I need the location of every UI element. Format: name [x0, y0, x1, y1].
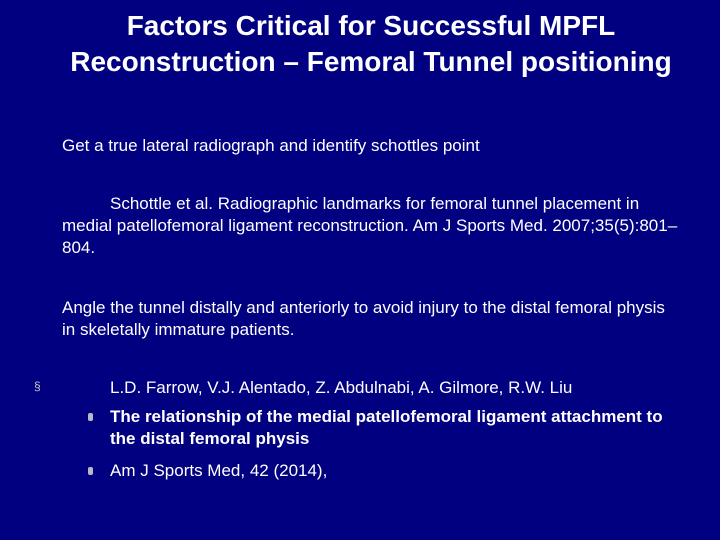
point-angle-tunnel: Angle the tunnel distally and anteriorly to avoid injury to the distal femoral physis in skeletally immature patients.	[62, 298, 665, 339]
bullet-dot-icon	[88, 413, 93, 421]
point-true-lateral-radiograph: Get a true lateral radiograph and identify schottles point	[62, 136, 480, 155]
reference-farrow-title: The relationship of the medial patellofemoral ligament attachment to the distal femoral physis	[110, 407, 663, 448]
reference-schottle: Schottle et al. Radiographic landmarks for femoral tunnel placement in medial patellofemoral ligament reconstruction. Am J Sports Med. 2007;35(5):801–804.	[62, 194, 678, 257]
bullet-dot-icon	[88, 467, 93, 475]
reference-farrow-authors: L.D. Farrow, V.J. Alentado, Z. Abdulnabi, A. Gilmore, R.W. Liu	[110, 378, 573, 397]
square-bullet-icon: §	[34, 379, 41, 393]
slide-title: Factors Critical for Successful MPFL Reconstruction – Femoral Tunnel positioning	[70, 10, 672, 77]
reference-farrow-journal: Am J Sports Med, 42 (2014),	[110, 461, 328, 480]
